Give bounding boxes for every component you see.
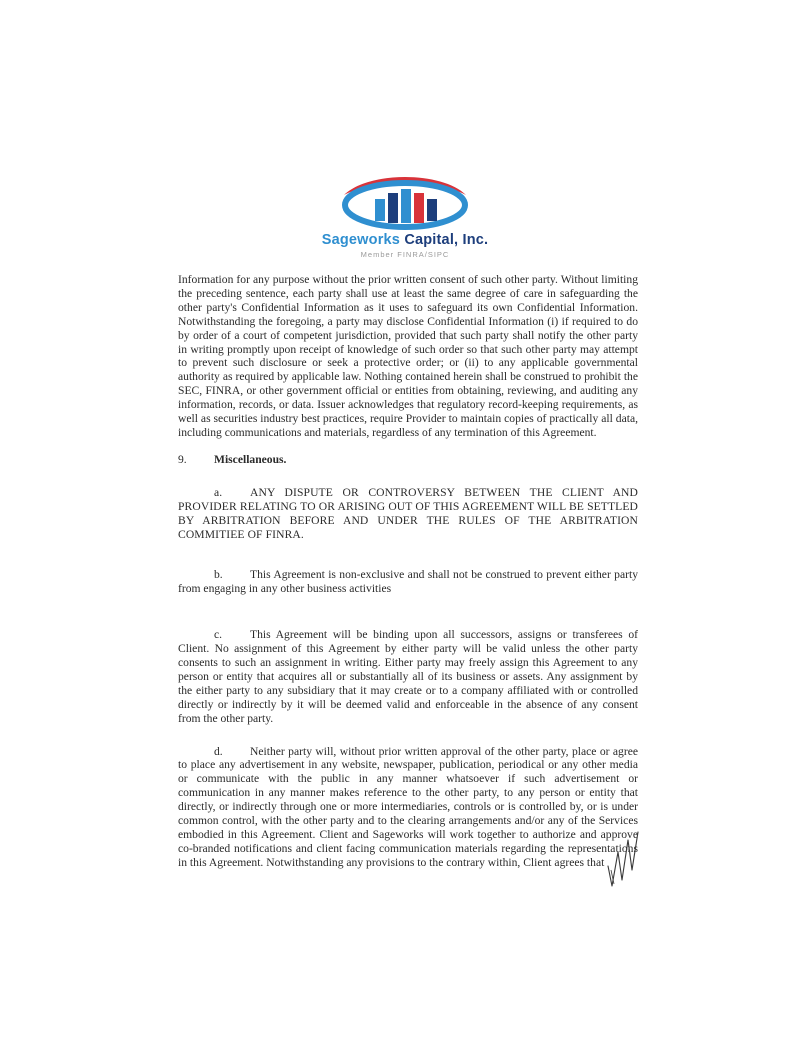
paragraph-b — [178, 568, 638, 596]
section-title: Miscellaneous. — [214, 452, 287, 466]
section-heading — [178, 453, 638, 467]
paragraph-c-text: This Agreement will be binding upon all successors, assigns or transferees of Client. No assignment of this Agreement by either party will be valid unless the other party consents to such an assignment in writing. Either party may freely assign this Agreement to any person or entity that acquires all or substantially all of its business or assets. Any assignment by the either party to any subsidiary that it may create or to a company affiliated with or controlled directly or indirectly by it will be deemed valid and enforceable in the absence of any consent from the other party. — [178, 628, 638, 725]
paragraph-b-label: b. — [214, 568, 223, 582]
company-tagline: Member FINRA/SIPC — [360, 250, 450, 259]
company-name-part2: Capital, Inc. — [404, 232, 489, 248]
intro-paragraph: Information for any purpose without the prior written consent of such other party. Without limiting the preceding sentence, each party shall use at least the same degree of care in safeguarding the other party's Confidential Information as it uses to safeguard its own Confidential Information. Notwithstanding the foregoing, a party may disclose Confidential Information (i) if required to do by order of a court of competent jurisdiction, provided that such party shall notify the other party in writing promptly upon receipt of knowledge of such order so that such other party may attempt to prevent such disclosure or seek a protective order; or (ii) to any applicable governmental authority as required by applicable law. Nothing contained herein shall be construed to prohibit the SEC, FINRA, or other government official or entities from obtaining, reviewing, and auditing any information, records, or data. Issuer acknowledges that regulatory record-keeping requirements, as well as securities industry best practices, require Provider to maintain copies of practically all data, including communications and materials, regardless of any termination of this Agreement. — [178, 273, 638, 439]
paragraph-c — [178, 628, 638, 725]
logo-emblem-icon — [338, 175, 472, 231]
company-logo — [280, 175, 530, 259]
paragraph-c-label: c. — [214, 628, 223, 642]
agreement-body — [178, 273, 638, 883]
paragraph-a-label: a. — [214, 485, 223, 499]
company-name — [280, 232, 530, 248]
paragraph-b-text: This Agreement is non-exclusive and shall not be construed to prevent either party from engaging in any other business activities — [178, 568, 638, 596]
paragraph-d-label: d. — [214, 744, 223, 758]
company-name-part1: Sageworks — [321, 232, 401, 248]
initials-signature — [602, 830, 642, 890]
paragraph-d-text: Neither party will, without prior written approval of the other party, place or agree to place any advertisement in any website, newspaper, publication, periodical or any other media or communicate with the public in any manner whatsoever if such advertisement or communication in any manner makes reference to the other party, to any person or entity that directly, or indirectly through one or more intermediaries, controls or is controlled by, or is under common control, with the other party and to the clearing arrangements and/or any of the Services embodied in this Agreement. Client and Sageworks will work together to authorize and approve co-branded notifications and client facing communication materials regarding the representations in this Agreement. Notwithstanding any provisions to the contrary within, Client agrees that — [178, 744, 638, 869]
paragraph-a — [178, 486, 638, 542]
section-number: 9. — [178, 452, 187, 466]
paragraph-d — [178, 745, 638, 870]
paragraph-a-text: ANY DISPUTE OR CONTROVERSY BETWEEN THE CLIENT AND PROVIDER RELATING TO OR ARISING OUT OF THIS AGREEMENT WILL BE SETTLED BY ARBITRATION BEFORE AND UNDER THE RULES OF THE ARBITRATION COMMITIEE OF FINRA. — [178, 485, 638, 541]
